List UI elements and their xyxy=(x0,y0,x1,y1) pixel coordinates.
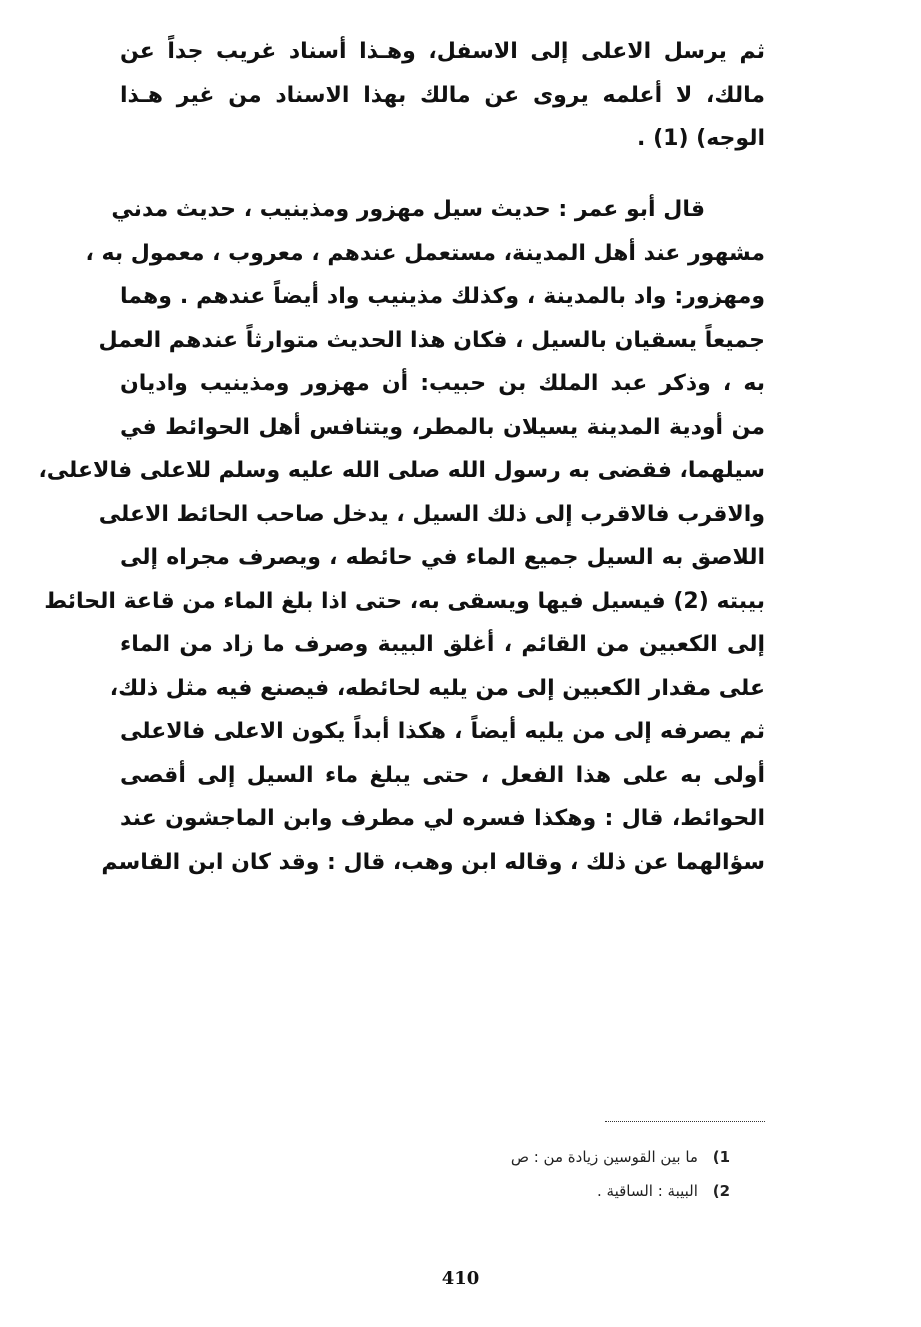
paragraph-1 xyxy=(120,30,765,161)
text-line: به ، وذكر عبد الملك بن حبيب: أن مهزور ومذينيب واديان xyxy=(120,371,765,396)
text-line: أولى به على هذا الفعل ، حتى يبلغ ماء السيل إلى أقصى xyxy=(120,762,765,788)
footnote-number: 2) xyxy=(712,1182,730,1200)
text-line: سؤالهما عن ذلك ، وقاله ابن وهب، قال : وقد كان ابن القاسم xyxy=(101,849,765,875)
text-line: قال أبو عمر : حديث سيل مهزور ومذينيب ، حديث مدني xyxy=(111,197,705,222)
text-line: بيبته (2) فيسيل فيها ويسقى به، حتى اذا بلغ الماء من قاعة الحائط xyxy=(44,588,765,614)
footnote-divider xyxy=(605,1121,765,1122)
text-line: اللاصق به السيل جميع الماء في حائطه ، ويصرف مجراه إلى xyxy=(120,545,765,570)
footnote-item xyxy=(300,1140,730,1174)
footnote-item xyxy=(300,1174,730,1208)
text-line: الوجه) (1) . xyxy=(637,126,765,151)
text-line: إلى الكعبين من القائم ، أغلق البيبة وصرف ما زاد من الماء xyxy=(120,632,765,657)
text-line: سيلهما، فقضى به رسول الله صلى الله عليه وسلم للاعلى فالاعلى، xyxy=(38,458,765,483)
paragraph-2 xyxy=(38,188,765,884)
text-line: ثم يصرفه إلى من يليه أيضاً ، هكذا أبداً يكون الاعلى فالاعلى xyxy=(120,719,765,744)
footnotes xyxy=(300,1140,730,1208)
text-line: من أودية المدينة يسيلان بالمطر، ويتنافس أهل الحوائط في xyxy=(120,414,765,440)
text-line: الحوائط، قال : وهكذا فسره لي مطرف وابن الماجشون عند xyxy=(120,806,765,831)
footnote-number: 1) xyxy=(712,1148,730,1166)
page-number: 410 xyxy=(441,1268,480,1289)
text-line: على مقدار الكعبين إلى من يليه لحائطه، فيصنع فيه مثل ذلك، xyxy=(109,675,765,701)
text-line: ثم يرسل الاعلى إلى الاسفل، وهـذا أسناد غريب جداً عن xyxy=(120,39,765,64)
text-line: مالك، لا أعلمه يروى عن مالك بهذا الاسناد من غير هـذا xyxy=(120,82,765,108)
footnote-text: ما بين القوسين زيادة من : ص xyxy=(510,1148,698,1166)
text-line: ومهزور: واد بالمدينة ، وكذلك مذينيب واد أيضاً عندهم . وهما xyxy=(120,284,765,309)
text-line: جميعاً يسقيان بالسيل ، فكان هذا الحديث متوارثاً عندهم العمل xyxy=(98,327,765,353)
footnote-text: البيبة : الساقية . xyxy=(597,1182,698,1200)
text-line: مشهور عند أهل المدينة، مستعمل عندهم ، معروب ، معمول به ، xyxy=(85,240,765,266)
text-line: والاقرب فالاقرب إلى ذلك السيل ، يدخل صاحب الحائط الاعلى xyxy=(98,501,765,527)
